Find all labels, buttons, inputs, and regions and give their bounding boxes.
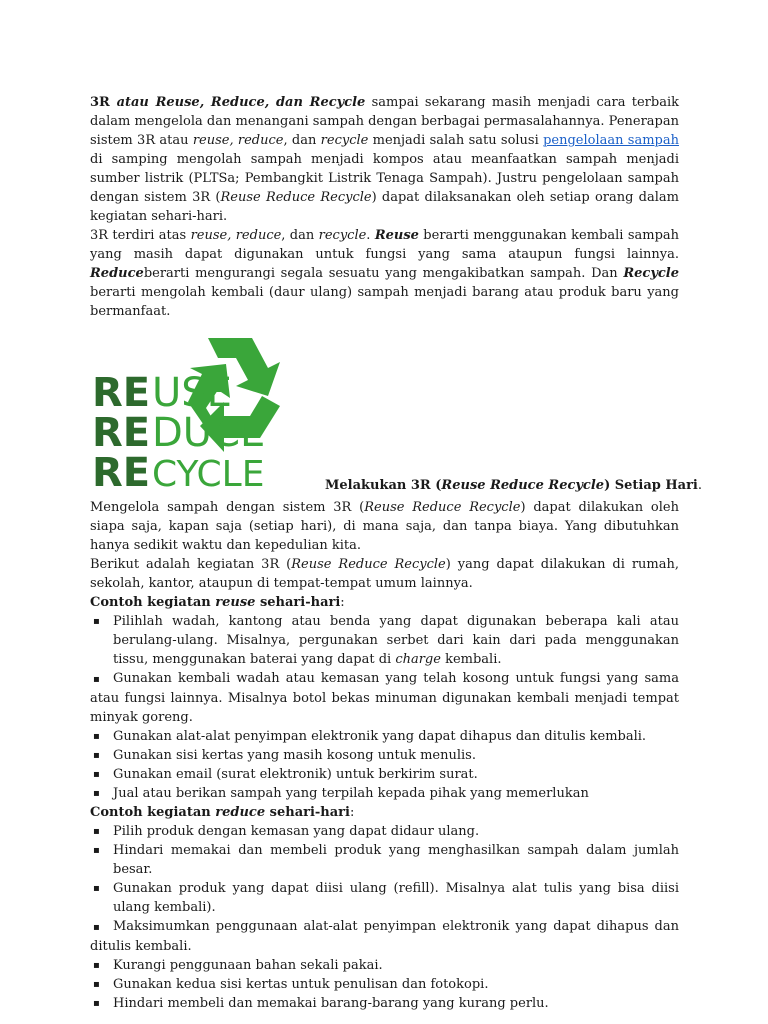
logo-line-reduce-bold: RE (92, 410, 151, 456)
reuse-reduce-recycle-logo (90, 328, 290, 493)
list-item: ▪ Hindari memakai dan membeli produk yang menghasilkan sampah dalam jumlah besar. (93, 843, 679, 877)
list-item: ▪ Kurangi penggunaan bahan sekali pakai. (93, 958, 383, 973)
section-paragraph-2: Berikut adalah kegiatan 3R (Reuse Reduce Recycle) yang dapat dilakukan di rumah, sekolah, kantor, ataupun di tempat-tempat umum lainnya. (90, 557, 679, 591)
reuse-heading: Contoh kegiatan reuse sehari-hari: (90, 595, 345, 610)
list-item: ▪ Pilih produk dengan kemasan yang dapat didaur ulang. (93, 824, 480, 839)
section-heading: Melakukan 3R (Reuse Reduce Recycle) Setiap Hari. (325, 478, 703, 493)
reuse-list (90, 612, 679, 803)
reduce-heading: Contoh kegiatan reduce sehari-hari: (90, 805, 355, 820)
list-item: ▪ Gunakan kembali wadah atau kemasan yang telah kosong untuk fungsi yang sama atau fungsi lainnya. Misalnya botol bekas minuman digunakan kembali menjadi tempat minyak goreng. (90, 671, 679, 725)
logo-line-reduce-light: DUCE (152, 410, 266, 456)
list-item: ▪ Gunakan kedua sisi kertas untuk penulisan dan fotokopi. (93, 977, 489, 992)
list-item: ▪ Pilihlah wadah, kantong atau benda yang dapat digunakan beberapa kali atau berulang-ulang. Misalnya, pergunakan serbet dari kain dari pada menggunakan tissu, menggunakan baterai yang dapat di charge kembali. (93, 614, 679, 667)
document-body (90, 93, 703, 1013)
intro-paragraph-1: 3R atau Reuse, Reduce, dan Recycle sampai sekarang masih menjadi cara terbaik dalam mengelola dan menangani sampah dengan berbagai permasalahannya. Penerapan sistem 3R atau reuse, reduce, dan recycle menjadi salah satu solusi pengelolaan sampah di samping mengolah sampah menjadi kompos atau meanfaatkan sampah menjadi sumber listrik (PLTSa; Pembangkit Listrik Tenaga Sampah). Justru pengelolaan sampah dengan sistem 3R (Reuse Reduce Recycle) dapat dilaksanakan oleh setiap orang dalam kegiatan sehari-hari. (90, 95, 679, 224)
list-item: ▪ Gunakan produk yang dapat diisi ulang (refill). Misalnya alat tulis yang bisa diisi ulang kembali). (93, 881, 679, 915)
logo-line-recycle-bold: RE (92, 450, 151, 493)
list-item: ▪ Hindari membeli dan memakai barang-barang yang kurang perlu. (93, 996, 549, 1011)
logo-row (90, 328, 703, 498)
pengelolaan-sampah-link[interactable]: pengelolaan sampah (543, 133, 679, 148)
list-item: ▪ Jual atau berikan sampah yang terpilah kepada pihak yang memerlukan (93, 786, 589, 801)
list-item: ▪ Gunakan email (surat elektronik) untuk berkirim surat. (93, 767, 478, 782)
logo-line-recycle-light: CYCLE (152, 454, 265, 493)
section-paragraph-1: Mengelola sampah dengan sistem 3R (Reuse Reduce Recycle) dapat dilakukan oleh siapa saja, kapan saja (setiap hari), di mana saja, dan tanpa biaya. Yang dibutuhkan hanya sedikit waktu dan kepedulian kita. (90, 500, 679, 553)
logo-line-reuse-light: USE (152, 370, 232, 416)
reduce-list (90, 822, 679, 1013)
logo-line-reuse-bold: RE (92, 370, 151, 416)
intro-paragraph-2: 3R terdiri atas reuse, reduce, dan recycle. Reuse berarti menggunakan kembali sampah yang masih dapat digunakan untuk fungsi yang sama ataupun fungsi lainnya. Reduceberarti mengurangi segala sesuatu yang mengakibatkan sampah. Dan Recycle berarti mengolah kembali (daur ulang) sampah menjadi barang atau produk baru yang bermanfaat. (90, 228, 680, 319)
list-item: ▪ Maksimumkan penggunaan alat-alat penyimpan elektronik yang dapat dihapus dan ditulis kembali. (90, 919, 679, 954)
list-item: ▪ Gunakan alat-alat penyimpan elektronik yang dapat dihapus dan ditulis kembali. (93, 729, 647, 744)
list-item: ▪ Gunakan sisi kertas yang masih kosong untuk menulis. (93, 748, 476, 763)
